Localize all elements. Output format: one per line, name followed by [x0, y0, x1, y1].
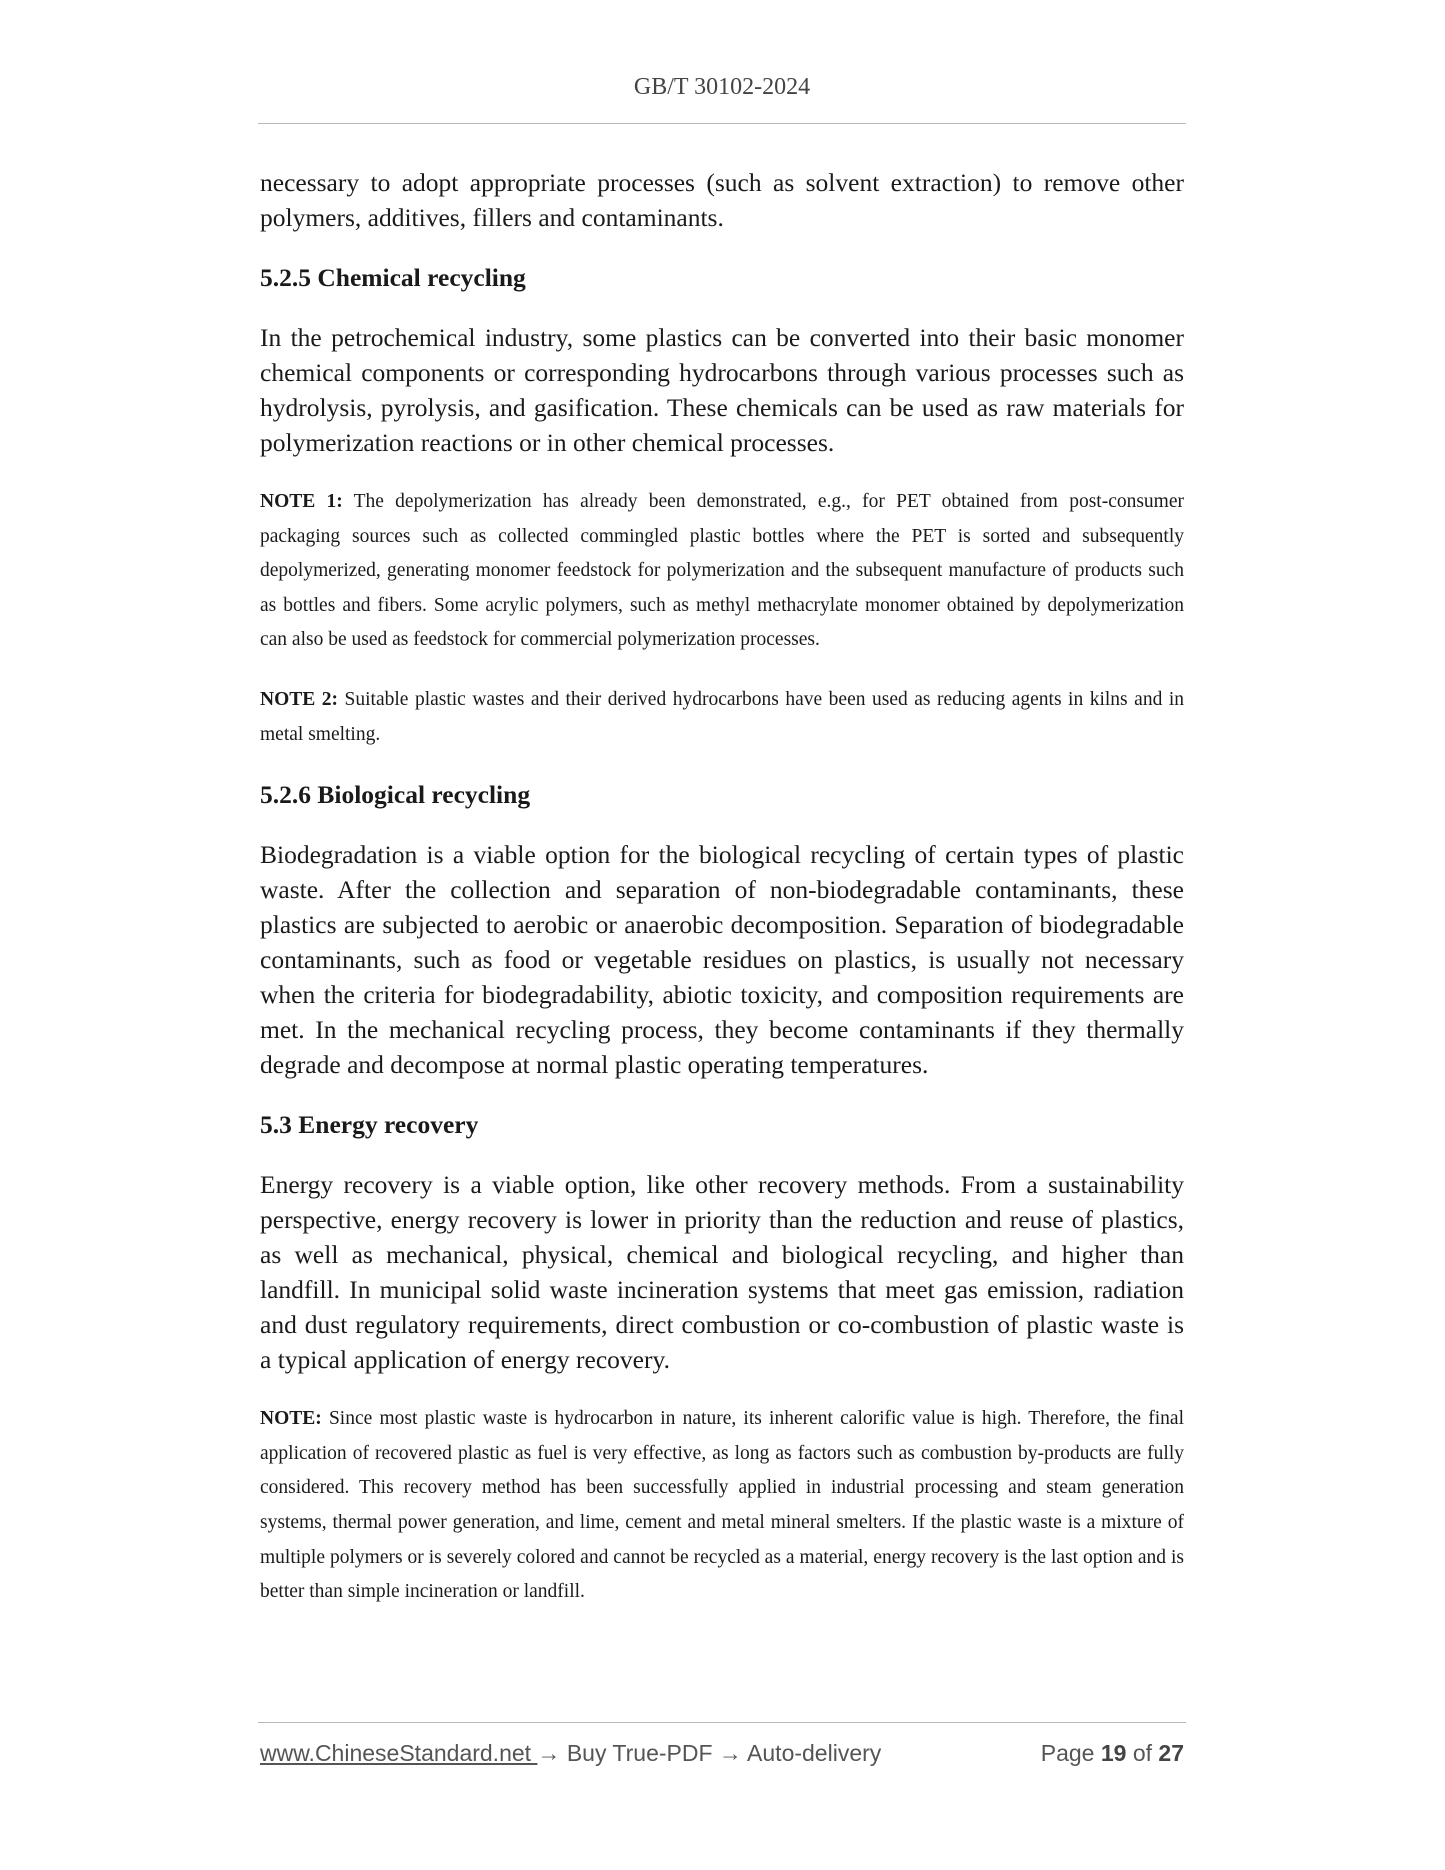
note-2-text: Suitable plastic wastes and their derived hydrocarbons have been used as reducing agents in kilns and in metal smelting.	[260, 688, 1184, 745]
of-label: of	[1126, 1740, 1159, 1766]
note-3-text: Since most plastic waste is hydrocarbon in nature, its inherent calorific value is high. Therefore, the final application of recovered plastic as fuel is very effective, as long as factors such as combustion by-products are fully considered. This recovery method has been successfully applied in industrial processing and steam generation systems, thermal power generation, and lime, cement and metal mineral smelters. If the plastic waste is a mixture of multiple polymers or is severely colored and cannot be recycled as a material, energy recovery is the last option and is better than simple incineration or landfill.	[260, 1408, 1184, 1603]
page-number	[1041, 1740, 1184, 1767]
footer-promo	[260, 1740, 881, 1767]
note-2-label: NOTE 2:	[260, 688, 339, 710]
note-energy-recovery	[260, 1402, 1184, 1610]
document-body	[260, 165, 1184, 1610]
header-divider	[258, 123, 1186, 124]
note-3-label: NOTE:	[260, 1408, 322, 1430]
note-1	[260, 485, 1184, 658]
page-header-title: GB/T 30102-2024	[633, 74, 811, 100]
note-1-label: NOTE 1:	[260, 491, 343, 512]
page-label: Page	[1040, 1740, 1101, 1766]
auto-delivery-text: Auto-delivery	[741, 1740, 882, 1766]
footer-divider	[258, 1722, 1186, 1723]
paragraph-energy-recovery: Energy recovery is a viable option, like other recovery methods. From a sustainability perspective, energy recovery is lower in priority than the reduction and reuse of plastics, as well as mechanical, physical, chemical and biological recycling, and higher than landfill. In municipal solid waste incineration systems that meet gas emission, radiation and dust regulatory requirements, direct combustion or co-combustion of plastic waste is a typical application of energy recovery.	[260, 1170, 1184, 1375]
paragraph-chemical-recycling: In the petrochemical industry, some plastics can be converted into their basic monomer chemical components or corresponding hydrocarbons through various processes such as hydrolysis, pyrolysis, and gasification. These chemicals can be used as raw materials for polymerization reactions or in other chemical processes.	[260, 323, 1184, 457]
arrow-right-icon: →	[537, 1740, 561, 1766]
paragraph-intro: necessary to adopt appropriate processes (such as solvent extraction) to remove other polymers, additives, fillers and contaminants.	[260, 168, 1184, 232]
buy-true-pdf-text: Buy True-PDF	[560, 1740, 719, 1766]
heading-5-2-5: 5.2.5 Chemical recycling	[260, 263, 526, 292]
note-2	[260, 683, 1184, 752]
note-1-text: The depolymerization has already been demonstrated, e.g., for PET obtained from post-consumer packaging sources such as collected commingled plastic bottles where the PET is sorted and subsequently depolymerized, generating monomer feedstock for polymerization and the subsequent manufacture of products such as bottles and fibers. Some acrylic polymers, such as methyl methacrylate monomer obtained by depolymerization can also be used as feedstock for commercial polymerization processes.	[260, 491, 1184, 651]
paragraph-biological-recycling: Biodegradation is a viable option for the biological recycling of certain types of plastic waste. After the collection and separation of non-biodegradable contaminants, these plastics are subjected to aerobic or anaerobic decomposition. Separation of biodegradable contaminants, such as food or vegetable residues on plastics, is usually not necessary when the criteria for biodegradability, abiotic toxicity, and composition requirements are met. In the mechanical recycling process, they become contaminants if they thermally degrade and decompose at normal plastic operating temperatures.	[260, 840, 1184, 1080]
page-total: 27	[1158, 1740, 1184, 1766]
page-current: 19	[1100, 1740, 1127, 1766]
chinesestandard-link[interactable]: www.ChineseStandard.net	[260, 1740, 538, 1766]
heading-5-3: 5.3 Energy recovery	[260, 1110, 479, 1140]
heading-5-2-6: 5.2.6 Biological recycling	[260, 780, 531, 810]
arrow-right-icon: →	[718, 1740, 742, 1766]
